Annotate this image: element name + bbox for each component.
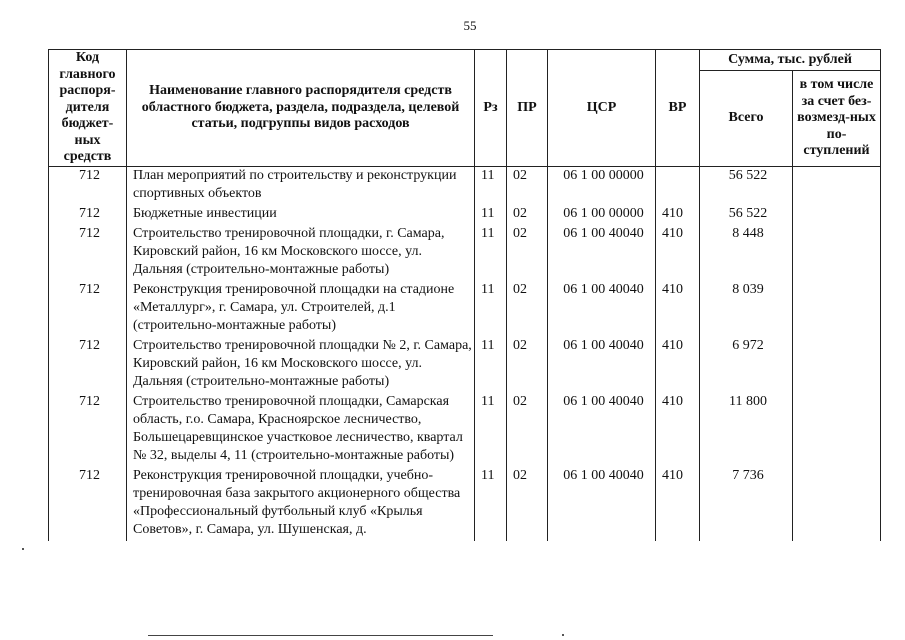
cell-csr: 06 1 00 40040 — [548, 393, 656, 467]
cell-grant — [793, 205, 881, 225]
cell-csr: 06 1 00 00000 — [548, 167, 656, 206]
cell-rz: 11 — [475, 467, 507, 541]
cell-csr: 06 1 00 40040 — [548, 467, 656, 541]
page-number: 55 — [463, 18, 477, 33]
cell-vr: 410 — [656, 393, 700, 467]
cell-grant — [793, 281, 881, 337]
cell-pr: 02 — [507, 205, 548, 225]
table-header — [49, 50, 881, 167]
cell-name: Строительство тренировочной площадки № 2, г. Самара, Кировский район, 16 км Московского шоссе, ул. Дальняя (строительно-монтажные работы) — [127, 337, 475, 393]
cell-rz: 11 — [475, 281, 507, 337]
cell-grant — [793, 167, 881, 206]
header-vr: ВР — [656, 50, 700, 167]
cell-csr: 06 1 00 00000 — [548, 205, 656, 225]
header-rz: Рз — [475, 50, 507, 167]
cell-grant — [793, 225, 881, 281]
table-body — [49, 167, 881, 542]
cell-vr: 410 — [656, 225, 700, 281]
cell-pr: 02 — [507, 281, 548, 337]
header-sum: Сумма, тыс. рублей — [700, 50, 881, 71]
scan-speck — [22, 548, 24, 550]
cell-vr: 410 — [656, 467, 700, 541]
cell-rz: 11 — [475, 337, 507, 393]
cell-name: Строительство тренировочной площадки, Самарская область, г.о. Самара, Красноярское лесничество, Большецаревщинское участковое лесничество, квартал № 32, выделы 4, 11 (строительно-монтажные работы) — [127, 393, 475, 467]
cell-csr: 06 1 00 40040 — [548, 337, 656, 393]
table-row — [49, 337, 881, 393]
cell-total: 56 522 — [700, 205, 793, 225]
cell-total: 8 448 — [700, 225, 793, 281]
cell-total: 56 522 — [700, 167, 793, 206]
cell-csr: 06 1 00 40040 — [548, 225, 656, 281]
table-row — [49, 281, 881, 337]
header-pr: ПР — [507, 50, 548, 167]
header-name: Наименование главного распорядителя средств областного бюджета, раздела, подраздела, целевой статьи, подгруппы видов расходов — [127, 50, 475, 167]
cell-grant — [793, 393, 881, 467]
table-row — [49, 205, 881, 225]
cell-rz: 11 — [475, 225, 507, 281]
cell-code: 712 — [49, 225, 127, 281]
cell-code: 712 — [49, 281, 127, 337]
cell-pr: 02 — [507, 393, 548, 467]
cell-grant — [793, 467, 881, 541]
header-csr: ЦСР — [548, 50, 656, 167]
cell-name: План мероприятий по строительству и реконструкции спортивных объектов — [127, 167, 475, 206]
cell-vr: 410 — [656, 205, 700, 225]
cell-code: 712 — [49, 337, 127, 393]
cell-name: Реконструкция тренировочной площадки на стадионе «Металлург», г. Самара, ул. Строителей, д.1 (строительно-монтажные работы) — [127, 281, 475, 337]
cell-rz: 11 — [475, 393, 507, 467]
scan-speck — [562, 634, 564, 636]
cell-name: Бюджетные инвестиции — [127, 205, 475, 225]
cell-pr: 02 — [507, 225, 548, 281]
header-code: Код главного распоря-дителя бюджет-ных средств — [49, 50, 127, 167]
cell-rz: 11 — [475, 205, 507, 225]
cell-total: 6 972 — [700, 337, 793, 393]
cell-total: 7 736 — [700, 467, 793, 541]
cell-pr: 02 — [507, 337, 548, 393]
cell-code: 712 — [49, 393, 127, 467]
cell-csr: 06 1 00 40040 — [548, 281, 656, 337]
table-row — [49, 467, 881, 541]
cell-name: Строительство тренировочной площадки, г. Самара, Кировский район, 16 км Московского шоссе, ул. Дальняя (строительно-монтажные работы) — [127, 225, 475, 281]
cell-name: Реконструкция тренировочной площадки, учебно-тренировочная база закрытого акционерного общества «Профессиональный футбольный клуб «Крылья Советов», г. Самара, ул. Шушенская, д. — [127, 467, 475, 541]
cell-total: 11 800 — [700, 393, 793, 467]
cell-vr — [656, 167, 700, 206]
cell-pr: 02 — [507, 167, 548, 206]
cell-rz: 11 — [475, 167, 507, 206]
cell-total: 8 039 — [700, 281, 793, 337]
header-total: Всего — [700, 71, 793, 167]
cell-vr: 410 — [656, 337, 700, 393]
table-row — [49, 225, 881, 281]
cell-pr: 02 — [507, 467, 548, 541]
cell-grant — [793, 337, 881, 393]
cell-code: 712 — [49, 205, 127, 225]
cell-code: 712 — [49, 467, 127, 541]
footnote-rule — [148, 635, 493, 636]
table-row — [49, 167, 881, 206]
budget-table — [48, 49, 881, 541]
cell-code: 712 — [49, 167, 127, 206]
header-grant: в том числе за счет без-возмезд-ных по-ступлений — [793, 71, 881, 167]
table-row — [49, 393, 881, 467]
cell-vr: 410 — [656, 281, 700, 337]
